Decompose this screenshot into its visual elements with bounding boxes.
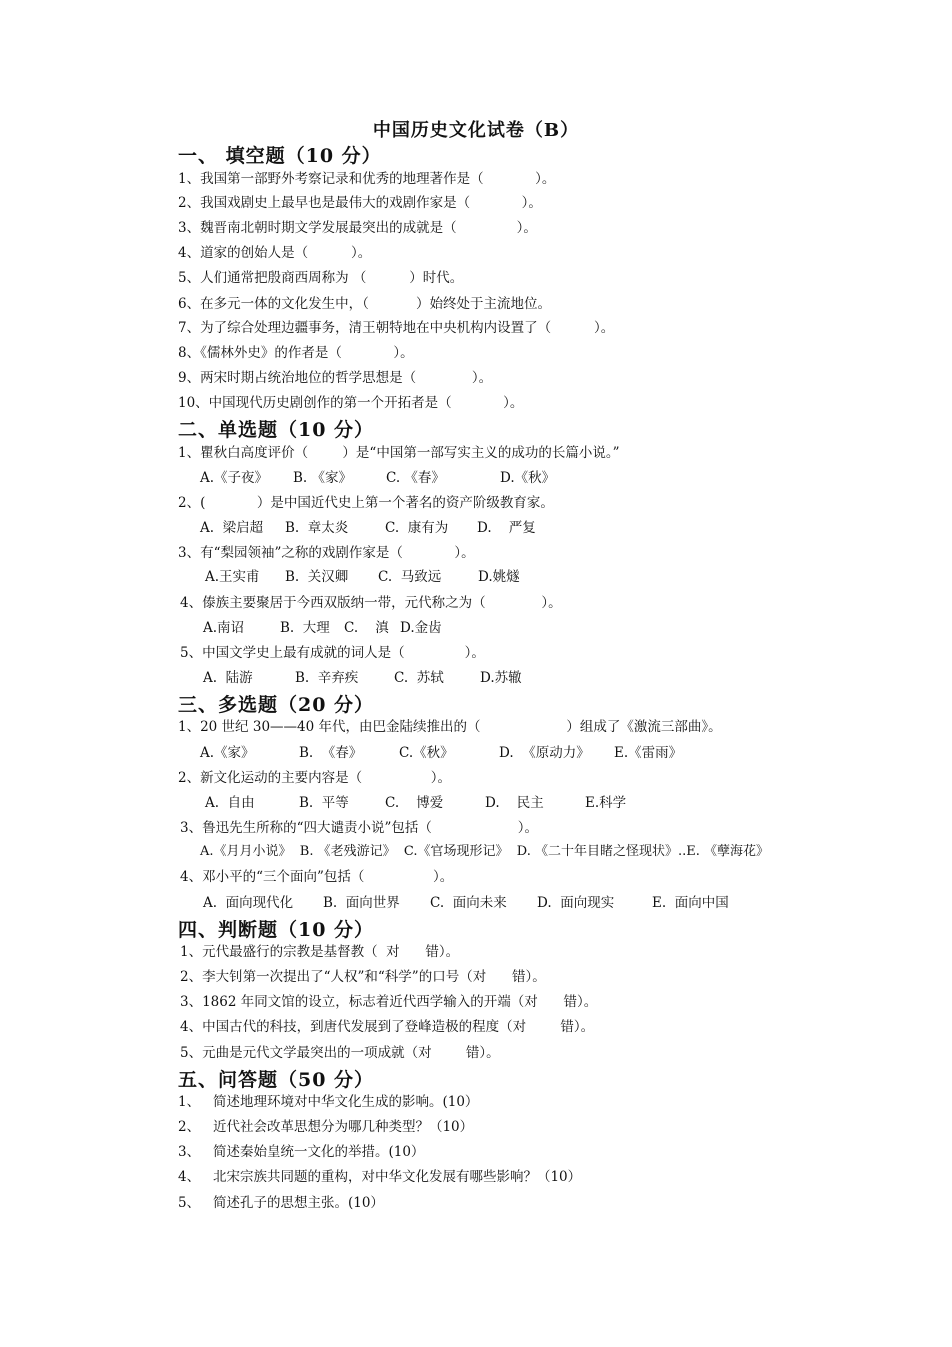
option: B. 《春》 — [299, 745, 363, 761]
fill-question: 6、在多元一体的文化发生中，（ ）始终处于主流地位。 — [178, 296, 552, 312]
option: B. 关汉卿 — [285, 569, 349, 585]
section-4-heading: 四、判断题（10 分） — [178, 919, 375, 941]
judge-question: 4、中国古代的科技，到唐代发展到了登峰造极的程度（对 错）。 — [180, 1019, 595, 1035]
option: D.姚燧 — [478, 569, 520, 585]
judge-question: 2、李大钊第一次提出了“人权”和“科学”的口号（对 错）。 — [180, 969, 546, 985]
multi-choice-question: 1、20 世纪 30——40 年代，由巴金陆续推出的（ ）组成了《激流三部曲》。 — [178, 719, 722, 735]
option: B. 面向世界 — [323, 895, 400, 911]
option: C. 康有为 — [385, 520, 449, 536]
fill-question: 3、魏晋南北朝时期文学发展最突出的成就是（ ）。 — [178, 220, 537, 236]
option: A. 陆游 — [203, 670, 253, 686]
option-row: A.《月月小说》 B. 《老残游记》 C.《官场现形记》 D. 《二十年目睹之怪现状》..E. 《孽海花》 — [200, 844, 769, 859]
option: C. 苏轼 — [394, 670, 444, 686]
option: C. 马致远 — [378, 569, 442, 585]
essay-question: 1、 简述地理环境对中华文化生成的影响。(10） — [178, 1094, 479, 1110]
single-choice-question: 3、有“梨园领袖”之称的戏剧作家是（ ）。 — [178, 545, 475, 561]
option: D.苏辙 — [480, 670, 522, 686]
option: E.《雷雨》 — [614, 745, 683, 761]
option: C. 滇 — [344, 620, 389, 636]
judge-question: 3、1862 年同文馆的设立，标志着近代西学输入的开端（对 错）。 — [180, 994, 598, 1010]
option: D. 严复 — [477, 520, 536, 536]
option: D.《秋》 — [500, 470, 556, 486]
fill-question: 8、《儒林外史》的作者是（ ）。 — [178, 345, 414, 361]
section-5-heading: 五、问答题（50 分） — [178, 1069, 375, 1091]
multi-choice-question: 3、鲁迅先生所称的“四大谴责小说”包括（ ）。 — [180, 820, 538, 836]
essay-question: 3、 简述秦始皇统一文化的举措。(10） — [178, 1144, 425, 1160]
essay-question: 4、 北宋宗族共同题的重构，对中华文化发展有哪些影响？（10） — [178, 1169, 582, 1185]
multi-choice-question: 4、邓小平的“三个面向”包括（ ）。 — [180, 869, 454, 885]
fill-question: 9、两宋时期占统治地位的哲学思想是（ ）。 — [178, 370, 493, 386]
option: D. 《原动力》 — [499, 745, 590, 761]
option: A.王实甫 — [205, 569, 260, 585]
option: B. 《家》 — [293, 470, 353, 486]
single-choice-question: 1、瞿秋白高度评价（ ）是“中国第一部写实主义的成功的长篇小说。” — [178, 445, 620, 461]
essay-question: 2、 近代社会改革思想分为哪几种类型？（10） — [178, 1119, 474, 1135]
option: D. 面向现实 — [537, 895, 615, 911]
option: C. 面向未来 — [430, 895, 507, 911]
option: A. 梁启超 — [200, 520, 264, 536]
option: C. 博爱 — [385, 795, 444, 811]
option: A. 面向现代化 — [203, 895, 294, 911]
fill-question: 7、为了综合处理边疆事务，清王朝特地在中央机构内设置了（ ）。 — [178, 320, 615, 336]
option: E. 面向中国 — [652, 895, 729, 911]
option: E.科学 — [585, 795, 627, 811]
option: B. 章太炎 — [285, 520, 349, 536]
fill-question: 2、我国戏剧史上最早也是最伟大的戏剧作家是（ ）。 — [178, 195, 542, 211]
section-1-heading: 一、 填空题（10 分） — [178, 145, 382, 167]
essay-question: 5、 简述孔子的思想主张。(10） — [178, 1195, 384, 1211]
single-choice-question: 4、傣族主要聚居于今西双版纳一带，元代称之为（ ）。 — [180, 595, 562, 611]
single-choice-question: 5、中国文学史上最有成就的词人是（ ）。 — [180, 645, 485, 661]
option: C. 《春》 — [386, 470, 445, 486]
fill-question: 5、人们通常把殷商西周称为 （ ）时代。 — [178, 270, 464, 286]
option: D. 民主 — [485, 795, 544, 811]
multi-choice-question: 2、新文化运动的主要内容是（ ）。 — [178, 770, 451, 786]
fill-question: 10、中国现代历史剧创作的第一个开拓者是（ ）。 — [178, 395, 524, 411]
option: C.《秋》 — [399, 745, 454, 761]
single-choice-question: 2、( ）是中国近代史上第一个著名的资产阶级教育家。 — [178, 495, 554, 511]
option: D.金齿 — [400, 620, 442, 636]
option: A.《家》 — [200, 745, 255, 761]
judge-question: 5、元曲是元代文学最突出的一项成就（对 错）。 — [180, 1045, 500, 1061]
option: B. 辛弃疾 — [295, 670, 359, 686]
judge-question: 1、元代最盛行的宗教是基督教（ 对 错）。 — [180, 944, 460, 960]
option: B. 大理 — [280, 620, 330, 636]
section-3-heading: 三、多选题（20 分） — [178, 694, 375, 716]
section-2-heading: 二、单选题（10 分） — [178, 419, 375, 441]
exam-title: 中国历史文化试卷（B） — [372, 120, 580, 141]
option: A.《子夜》 — [200, 470, 269, 486]
fill-question: 4、道家的创始人是（ ）。 — [178, 245, 372, 261]
fill-question: 1、我国第一部野外考察记录和优秀的地理著作是（ ）。 — [178, 171, 556, 187]
option: B. 平等 — [299, 795, 349, 811]
option: A. 自由 — [205, 795, 255, 811]
option: A.南诏 — [203, 620, 245, 636]
